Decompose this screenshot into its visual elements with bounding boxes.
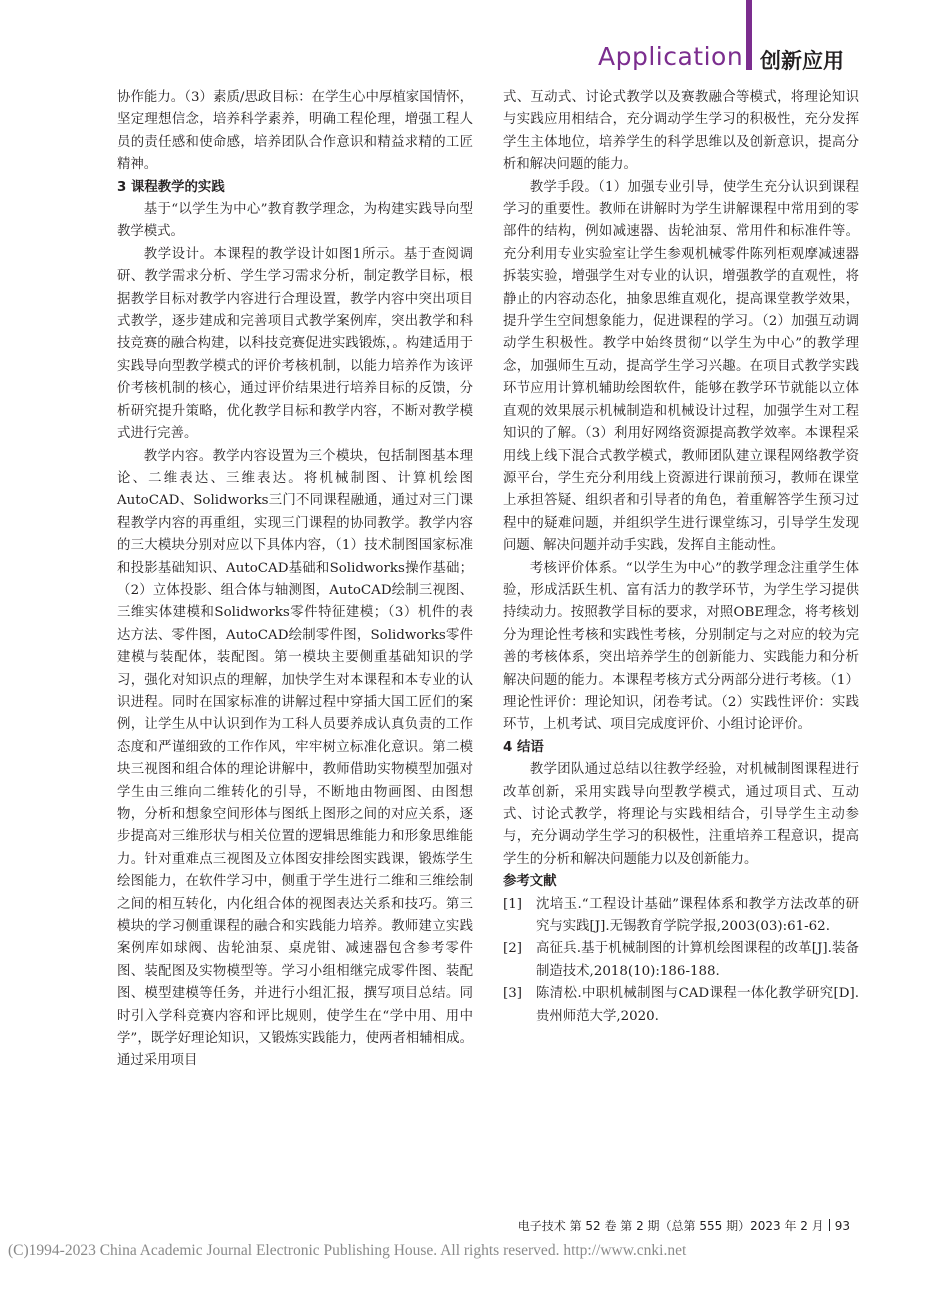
- reference-text: 陈清松.中职机械制图与CAD课程一体化教学研究[D].贵州师范大学,2020.: [536, 986, 859, 1024]
- paragraph: 式、互动式、讨论式教学以及赛教融合等模式，将理论知识与实践应用相结合，充分调动学生学习的积极性，充分发挥学生主体地位，培养学生的科学思维以及创新意识，提高分析和解决问题的能力。: [503, 90, 859, 173]
- page-footer: [518, 1217, 850, 1234]
- paragraph-teaching-means: 教学手段。（1）加强专业引导，使学生充分认识到课程学习的重要性。教师在讲解时为学生讲解课程中常用到的零部件的结构，例如减速器、齿轮油泵、常用件和标准件等。充分利用专业实验室让学生参观机械零件陈列柜观摩减速器拆装实验，增强学生对专业的认识，增强教学的直观性，将静止的内容动态化，抽象思维直观化，提高课堂教学效果，提升学生空间想象能力，促进课程的学习。（2）加强互动调动学生积极性。教学中始终贯彻“以学生为中心”的教学理念，加强师生互动，提高学生学习兴趣。在项目式教学实践环节应用计算机辅助绘图软件，能够在教学环节就能以立体直观的效果展示机械制造和机械设计过程，加强学生对工程知识的了解。（3）利用好网络资源提高教学效率。本课程采用线上线下混合式教学模式，教师团队建立课程网络教学资源平台，学生充分利用线上资源进行课前预习，教师在课堂上承担答疑、组织者和引导者的角色，着重解答学生预习过程中的疑难问题，并组织学生进行课堂练习，引导学生发现问题、解决问题并动手实践，发挥自主能动性。: [503, 179, 859, 554]
- journal-info: 电子技术 第 52 卷 第 2 期（总第 555 期）2023 年 2 月: [517, 1219, 824, 1233]
- reference-text: 高征兵.基于机械制图的计算机绘图课程的改革[J].装备制造技术,2018(10):186-188.: [536, 941, 859, 979]
- reference-number: [2]: [503, 941, 522, 957]
- paragraph-teaching-content: 教学内容。教学内容设置为三个模块，包括制图基本理论、二维表达、三维表达。将机械制图、计算机绘图AutoCAD、Solidworks三门不同课程融通，通过对三门课程教学内容的再重组，实现三门课程的协同教学。教学内容的三大模块分别对应以下具体内容，（1）技术制图国家标准和投影基础知识、AutoCAD基础和Solidworks操作基础；（2）立体投影、组合体与轴测图，AutoCAD绘制三视图、三维实体建模和Solidworks零件特征建模；（3）机件的表达方法、零件图，AutoCAD绘制零件图，Solidworks零件建模与装配体，装配图。第一模块主要侧重基础知识的学习，强化对知识点的理解，加快学生对本课程和本专业的认识进程。同时在国家标准的讲解过程中穿插大国工匠们的案例，让学生从中认识到作为工科人员要养成认真负责的工作态度和严谨细致的工作作风，牢牢树立标准化意识。第二模块三视图和组合体的理论讲解中，教师借助实物模型加强对学生由三维向二维转化的引导，不断地由物画图、由图想物，分析和想象空间形体与图纸上图形之间的对应关系，逐步提高对三维形状与相关位置的逻辑思维能力和形象思维能力。针对重难点三视图及立体图安排绘图实践课，锻炼学生绘图能力，在软件学习中，侧重于学生进行二维和三维绘制之间的相互转化，内化组合体的视图表达关系和技巧。第三模块的学习侧重课程的融合和实践能力培养。教师建立实践案例库如球阀、齿轮油泵、桌虎钳、减速器包含参考零件图、装配图及实物模型等。学习小组相继完成零件图、装配图、模型建模等任务，并进行小组汇报，撰写项目总结。同时引入学科竞赛内容和评比规则，使学生在“学中用、用中学”，既学好理论知识，又锻炼实践能力，使两者相辅相成。通过采用项目: [117, 448, 473, 1069]
- page-number: 93: [834, 1219, 850, 1233]
- paragraph-teaching-design: 教学设计。本课程的教学设计如图1所示。基于查阅调研、教学需求分析、学生学习需求分析，制定教学目标，根据教学目标对教学内容进行合理设置，教学内容中突出项目式教学，逐步建成和完善项目式教学案例库，突出教学和科技竞赛的融合构建，以科技竞赛促进实践锻炼，。构建适用于实践导向型教学模式的评价考核机制，以能力培养作为该评价考核机制的核心，通过评价结果进行培养目标的反馈，分析研究提升策略，优化教学目标和教学内容，不断对教学模式进行完善。: [117, 246, 473, 442]
- section-3-heading: 3 课程教学的实践: [117, 179, 225, 195]
- reference-text: 沈培玉.“工程设计基础”课程体系和教学方法改革的研究与实践[J].无锡教育学院学报,2003(03):61-62.: [536, 896, 859, 935]
- reference-item: [503, 983, 859, 1028]
- section-4-heading: 4 结语: [503, 739, 544, 755]
- header-section-label: 创新应用: [760, 49, 844, 73]
- paragraph-conclusion: 教学团队通过总结以往教学经验，对机械制图课程进行改革创新，采用实践导向型教学模式，通过项目式、互动式、讨论式教学，将理论与实践相结合，引导学生主动参与，充分调动学生学习的积极性，注重培养工程意识，提高学生的分析和解决问题能力以及创新能力。: [503, 762, 859, 867]
- reference-item: [503, 938, 859, 983]
- header-application-label: Application: [598, 42, 744, 71]
- paragraph: 协作能力。（3）素质/思政目标：在学生心中厚植家国情怀，坚定理想信念，培养科学素养，明确工程伦理，增强工程人员的责任感和使命感，培养团队合作意识和精益求精的工匠精神。: [117, 90, 473, 173]
- right-column: [503, 87, 859, 1028]
- paragraph: 基于“以学生为中心”教育教学理念，为构建实践导向型教学模式。: [117, 202, 473, 240]
- paragraph-assessment: 考核评价体系。“以学生为中心”的教学理念注重学生体验，形成活跃生机、富有活力的教学环节，为学生学习提供持续动力。按照教学目标的要求，对照OBE理念，将考核划分为理论性考核和实践性考核，分别制定与之对应的较为完善的考核体系，突出培养学生的创新能力、实践能力和分析解决问题的能力。本课程考核方式分两部分进行考核。（1）理论性评价：理论知识，闭卷考试。（2）实践性评价：实践环节，上机考试、项目完成度评价、小组讨论评价。: [503, 560, 859, 733]
- reference-number: [1]: [503, 896, 522, 912]
- left-column: [117, 87, 473, 1073]
- copyright-watermark: (C)1994-2023 China Academic Journal Electronic Publishing House. All rights reserved. http://www.cnki.net: [8, 1242, 687, 1259]
- footer-divider: [829, 1219, 830, 1231]
- references-heading: 参考文献: [503, 874, 557, 890]
- reference-number: [3]: [503, 986, 522, 1002]
- reference-item: [503, 894, 859, 939]
- header-accent-bar: [746, 0, 752, 70]
